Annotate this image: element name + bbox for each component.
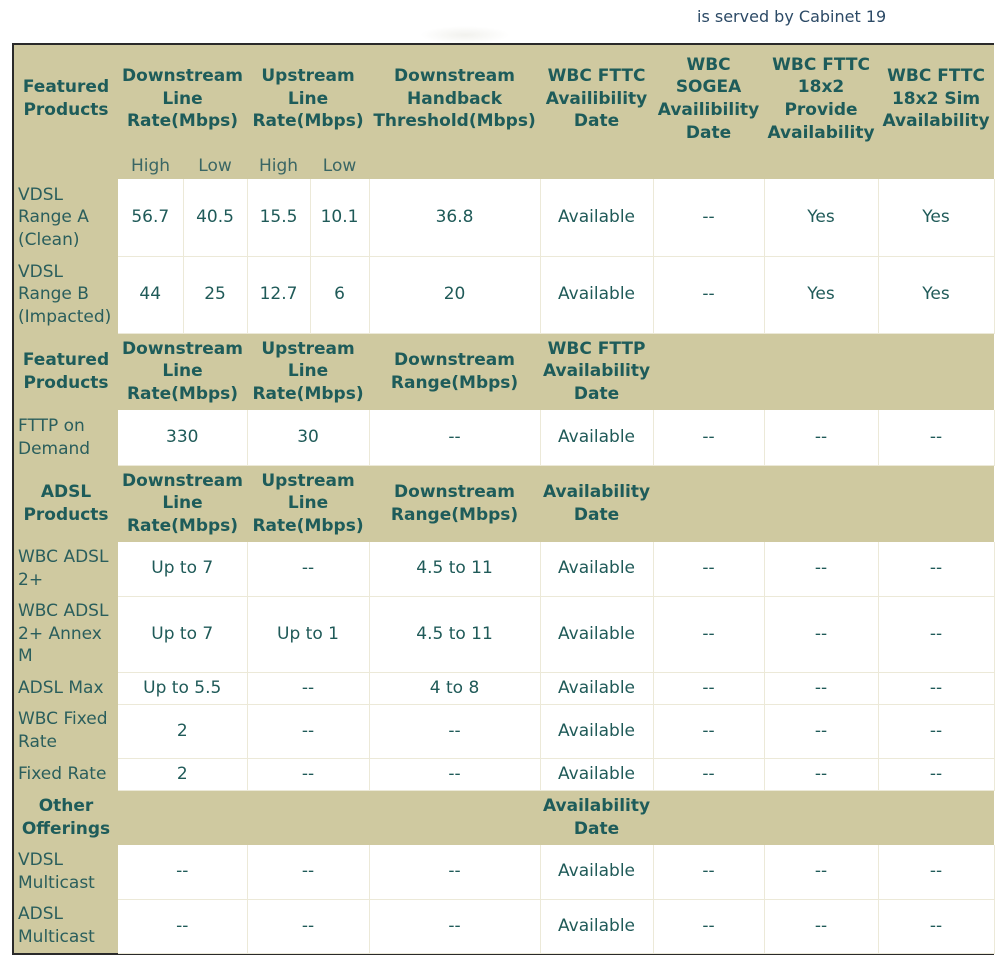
cell: Available <box>540 672 653 704</box>
fttc-upstream-header: Upstream Line Rate(Mbps) <box>247 45 369 153</box>
cell: -- <box>247 704 369 758</box>
cell: -- <box>878 899 994 953</box>
cell: -- <box>878 672 994 704</box>
cell: -- <box>764 899 878 953</box>
cell: 6 <box>310 256 369 333</box>
cell: 25 <box>183 256 247 333</box>
cell: -- <box>653 704 764 758</box>
up-low-subheader: Low <box>310 153 369 179</box>
cell: 2 <box>118 704 247 758</box>
cabinet-caption: is served by Cabinet 19 <box>697 7 887 26</box>
cell: Up to 7 <box>118 542 247 596</box>
cell: Available <box>540 845 653 899</box>
cell: -- <box>764 596 878 672</box>
fttc-header-row <box>14 45 994 153</box>
fttp-date-header: WBC FTTP Availability Date <box>540 333 653 410</box>
cell: 10.1 <box>310 179 369 256</box>
cell: -- <box>764 704 878 758</box>
cell: Available <box>540 596 653 672</box>
cell: Up to 1 <box>247 596 369 672</box>
cell: -- <box>369 704 540 758</box>
sim-availability-header: WBC FTTC 18x2 Sim Availability <box>878 45 994 153</box>
cell: 4.5 to 11 <box>369 596 540 672</box>
down-low-subheader: Low <box>183 153 247 179</box>
adsl-range-header: Downstream Range(Mbps) <box>369 465 540 542</box>
row-label: WBC ADSL 2+ Annex M <box>14 596 118 672</box>
cell: -- <box>878 845 994 899</box>
other-products-header: Other Offerings <box>14 790 118 845</box>
table-row <box>14 410 994 465</box>
fttc-subheader-row <box>14 153 994 179</box>
adsl-products-header: ADSL Products <box>14 465 118 542</box>
fttp-downstream-header: Downstream Line Rate(Mbps) <box>118 333 247 410</box>
cell: -- <box>653 899 764 953</box>
adsl-downstream-header: Downstream Line Rate(Mbps) <box>118 465 247 542</box>
row-label: ADSL Max <box>14 672 118 704</box>
adsl-upstream-header: Upstream Line Rate(Mbps) <box>247 465 369 542</box>
cell: Yes <box>878 179 994 256</box>
cell: Available <box>540 758 653 790</box>
row-label: WBC ADSL 2+ <box>14 542 118 596</box>
table-row <box>14 672 994 704</box>
cell: -- <box>653 410 764 465</box>
cell: Yes <box>764 256 878 333</box>
cell: -- <box>369 410 540 465</box>
cell: Available <box>540 899 653 953</box>
adsl-header-row <box>14 465 994 542</box>
fttp-products-header: Featured Products <box>14 333 118 410</box>
other-date-header: Availability Date <box>540 790 653 845</box>
provide-availability-header: WBC FTTC 18x2 Provide Availability <box>764 45 878 153</box>
table-row <box>14 758 994 790</box>
cell: 30 <box>247 410 369 465</box>
cell: Up to 5.5 <box>118 672 247 704</box>
cell: -- <box>247 672 369 704</box>
fttp-upstream-header: Upstream Line Rate(Mbps) <box>247 333 369 410</box>
row-label: VDSL Multicast <box>14 845 118 899</box>
fttc-products-header: Featured Products <box>14 45 118 153</box>
table-row <box>14 704 994 758</box>
table-row <box>14 179 994 256</box>
cell: 15.5 <box>247 179 310 256</box>
availability-table <box>14 45 995 954</box>
cell: 40.5 <box>183 179 247 256</box>
table-row <box>14 596 994 672</box>
fttc-downstream-header: Downstream Line Rate(Mbps) <box>118 45 247 153</box>
cell: 4.5 to 11 <box>369 542 540 596</box>
cell: -- <box>247 758 369 790</box>
row-label: Fixed Rate <box>14 758 118 790</box>
fttc-handback-header: Downstream Handback Threshold(Mbps) <box>369 45 540 153</box>
row-label: VDSL Range B (Impacted) <box>14 256 118 333</box>
cell: 12.7 <box>247 256 310 333</box>
sogea-date-header: WBC SOGEA Availibility Date <box>653 45 764 153</box>
table-row <box>14 542 994 596</box>
row-label: ADSL Multicast <box>14 899 118 953</box>
cell: -- <box>878 596 994 672</box>
cell: -- <box>653 542 764 596</box>
up-high-subheader: High <box>247 153 310 179</box>
cell: 2 <box>118 758 247 790</box>
cell: -- <box>878 758 994 790</box>
cell: -- <box>764 672 878 704</box>
fttp-header-row <box>14 333 994 410</box>
cell: 36.8 <box>369 179 540 256</box>
table-row <box>14 845 994 899</box>
cell: 4 to 8 <box>369 672 540 704</box>
cell: Available <box>540 179 653 256</box>
cell: -- <box>653 596 764 672</box>
cell: -- <box>878 704 994 758</box>
cell: 44 <box>118 256 183 333</box>
cell: -- <box>764 845 878 899</box>
cell: -- <box>118 845 247 899</box>
cell: -- <box>653 256 764 333</box>
cell: Available <box>540 542 653 596</box>
faint-smudge <box>420 26 510 44</box>
row-label: VDSL Range A (Clean) <box>14 179 118 256</box>
other-header-row <box>14 790 994 845</box>
cell: -- <box>247 542 369 596</box>
cell: Available <box>540 704 653 758</box>
cell: -- <box>247 845 369 899</box>
row-label: WBC Fixed Rate <box>14 704 118 758</box>
cell: Available <box>540 410 653 465</box>
cell: -- <box>369 758 540 790</box>
cell: -- <box>118 899 247 953</box>
cell: -- <box>764 758 878 790</box>
cell: -- <box>878 410 994 465</box>
cell: -- <box>878 542 994 596</box>
cell: Up to 7 <box>118 596 247 672</box>
fttp-range-header: Downstream Range(Mbps) <box>369 333 540 410</box>
cell: 20 <box>369 256 540 333</box>
table-row <box>14 899 994 953</box>
table-row <box>14 256 994 333</box>
cell: 56.7 <box>118 179 183 256</box>
cell: Available <box>540 256 653 333</box>
cell: -- <box>764 542 878 596</box>
cell: -- <box>653 672 764 704</box>
cell: -- <box>653 845 764 899</box>
fttc-date-header: WBC FTTC Availibility Date <box>540 45 653 153</box>
cell: 330 <box>118 410 247 465</box>
cell: -- <box>653 179 764 256</box>
cell: -- <box>369 845 540 899</box>
cell: -- <box>764 410 878 465</box>
row-label: FTTP on Demand <box>14 410 118 465</box>
cell: Yes <box>764 179 878 256</box>
adsl-date-header: Availability Date <box>540 465 653 542</box>
cell: -- <box>653 758 764 790</box>
down-high-subheader: High <box>118 153 183 179</box>
cell: -- <box>247 899 369 953</box>
cell: Yes <box>878 256 994 333</box>
cell: -- <box>369 899 540 953</box>
